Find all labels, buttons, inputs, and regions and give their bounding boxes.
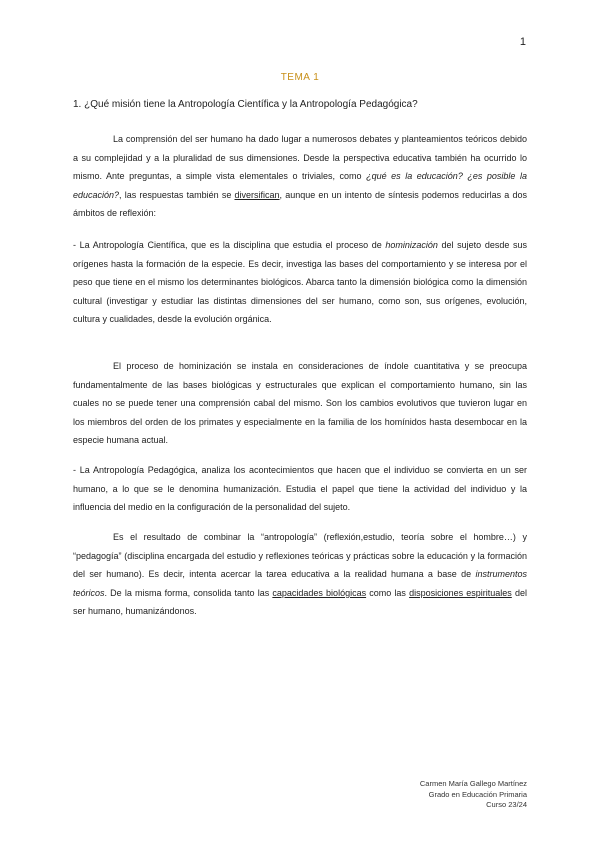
- combination-text-2: . De la misma forma, consolida tanto las: [104, 587, 273, 598]
- intro-questions: ¿qué es la educación? ¿es posible la educación?: [73, 171, 527, 200]
- paragraph-scientific-anthropology: [73, 236, 527, 329]
- footer-degree: Grado en Educación Primaria: [428, 789, 527, 799]
- page-number: 1: [519, 36, 526, 48]
- combination-text: Es el resultado de combinar la “antropología” (reflexión,estudio, teoría sobre el hombre…) y “pedagogía” (disciplina encargada del estudio y reflexiones teóricas y prácticas sobre la educación y la formación del ser humano). Es decir, intenta acercar la tarea educativa a la realidad humana a base de: [73, 532, 527, 580]
- paragraph-combination: [73, 528, 527, 621]
- combination-text-4: del ser humano, humanizándonos.: [73, 587, 527, 617]
- question-heading: 1. ¿Qué misión tiene la Antropología Científica y la Antropología Pedagógica?: [73, 99, 418, 110]
- intro-text-2: , las respuestas también se: [119, 189, 235, 200]
- pedagogical-text: - La Antropología Pedagógica, analiza los acontecimientos que hacen que el individuo se convierta en un ser humano, a lo que se le denomina humanización. Estudia el papel que tiene la actividad del individuo y la influencia del medio en la configuración de la personalidad del sujeto.: [73, 465, 527, 513]
- footer: [420, 779, 527, 811]
- paragraph-intro: [73, 130, 527, 223]
- footer-author: Carmen María Gallego Martínez: [419, 779, 527, 788]
- scientific-text-2: del sujeto desde sus orígenes hasta la formación de la especie. Es decir, investiga las bases del comportamiento y se interesa por el peso que tiene en el mismo los determinantes biológicos. Abarca tanto la dimensión biológica como la dimensión cultural (investigar y estudiar las distintas dimensiones del ser humano, como son, sus orígenes, evolución, cultura y cualidades, desde la evolución orgánica.: [73, 240, 527, 325]
- combination-underlined-1: capacidades biológicas: [272, 587, 367, 598]
- scientific-italic: hominización: [385, 240, 438, 250]
- paragraph-hominization: [73, 357, 527, 450]
- paragraph-pedagogical-anthropology: [73, 461, 527, 517]
- hominization-text: El proceso de hominización se instala en consideraciones de índole cuantitativa y se preocupa fundamentalmente de las bases biológicas y estructurales que explican el comportamiento humano, sin las cuales no se puede tener una comprensión cabal del mismo. Son los cambios evolutivos que tuvieron lugar en los miembros del orden de los primates y especialmente en la familia de los homínidos hasta desembocar en la especie humana actual.: [73, 361, 527, 446]
- combination-italic: instrumentos teóricos: [73, 569, 527, 598]
- intro-text: La comprensión del ser humano ha dado lugar a numerosos debates y planteamientos teóricos debido a su complejidad y a la pluralidad de sus dimensiones. Desde la perspectiva educativa también ha ocurrido lo mismo. Ante preguntas, a simple vista elementales o triviales, como: [73, 134, 527, 182]
- scientific-text: - La Antropología Científica, que es la disciplina que estudia el proceso de: [73, 240, 386, 250]
- intro-text-3: , aunque en un intento de síntesis podemos reducirlas a dos ámbitos de reflexión:: [73, 189, 527, 219]
- footer-course: Curso 23/24: [486, 800, 527, 809]
- section-title: TEMA 1: [280, 72, 320, 83]
- intro-underlined: diversifican: [234, 189, 280, 200]
- combination-underlined-2: disposiciones espirituales: [409, 587, 512, 598]
- combination-text-3: como las: [366, 587, 410, 598]
